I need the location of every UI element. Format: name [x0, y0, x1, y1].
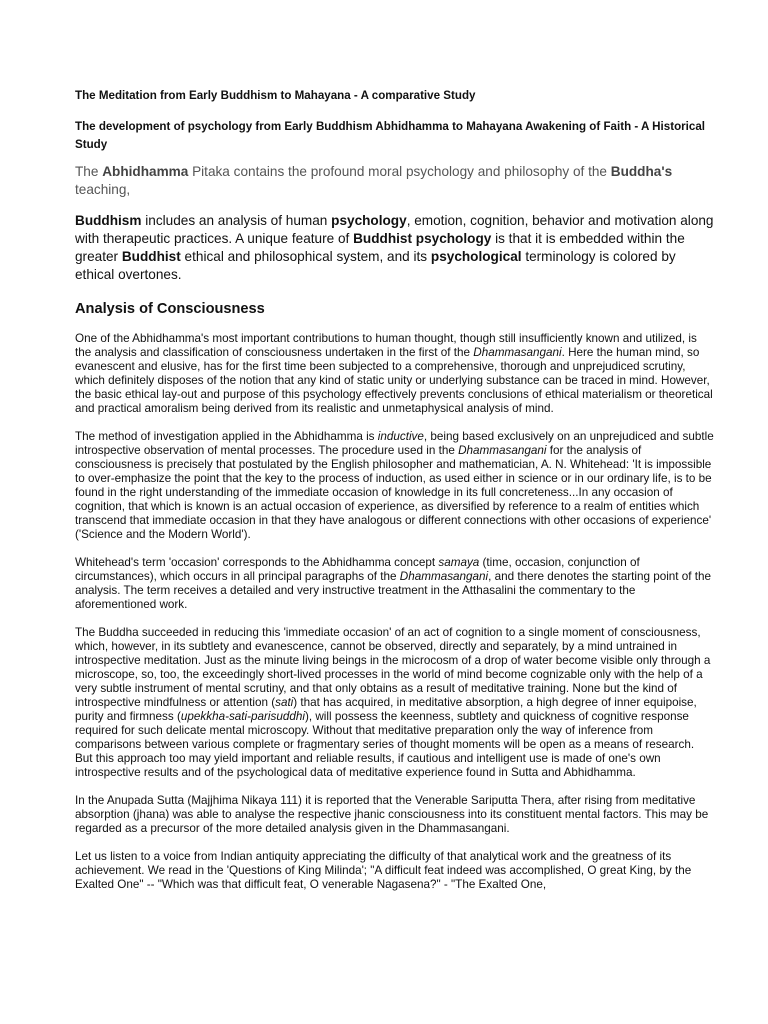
intro-text: The	[75, 164, 103, 179]
lead-paragraph	[75, 212, 714, 284]
paragraph-text: , and there denotes the starting point of the analysis. The term receives a detailed and very instructive treatment in the Atthasalini the commentary to the aforementioned work.	[75, 570, 712, 611]
lead-text: terminology is colored by ethical overtones.	[75, 249, 676, 282]
document-subtitle: The development of psychology from Early Buddhism Abhidhamma to Mahayana Awakening of Faith - A Historical Study	[75, 120, 706, 151]
paragraph-text: ) that has acquired, in meditative absorption, a high degree of inner equipoise, purity and firmness (	[75, 696, 697, 723]
lead-bold-term: psychological	[430, 249, 522, 264]
paragraph-text: The Buddha succeeded in reducing this 'immediate occasion' of an act of cognition to a single moment of consciousness, which, however, in its subtlety and evanescence, cannot be observed, directly and separately, by a mind untrained in introspective meditation. Just as the minute living beings in the microcosm of a drop of water become visible only through a microscope, so, too, the exceedingly short-lived processes in the world of mind become cognizable only with the help of a very subtle instrument of mental scrutiny, and that only obtains as a result of meditative training. None but the kind of introspective mindfulness or attention (	[75, 626, 711, 709]
paragraph-text: ), will possess the keenness, subtlety and quickness of cognitive response required for such delicate mental microscopy. Without that meditative preparation only the way of inference from comparisons between various complete or fragmentary series of thought moments will be open as a means of research. But this approach too may yield important and reliable results, if cautious and intelligent use is made of one's own introspective results and of the psychological data of meditative experience found in Sutta and Abhidhamma.	[75, 710, 695, 779]
lead-text: ethical and philosophical system, and its	[180, 249, 431, 264]
paragraph-text: Whitehead's term 'occasion' corresponds to the Abhidhamma concept	[75, 556, 439, 569]
body-paragraph-3	[75, 556, 714, 612]
body-paragraph-4	[75, 626, 714, 780]
italic-term: Dhammasangani	[458, 444, 547, 457]
lead-text: is that it is embedded within the greater	[75, 231, 685, 264]
lead-bold-term: Buddhist psychology	[353, 231, 492, 246]
intro-text: Pitaka contains the profound moral psychology and philosophy of the	[188, 164, 611, 179]
document-title: The Meditation from Early Buddhism to Mahayana - A comparative Study	[75, 89, 476, 102]
intro-paragraph	[75, 163, 714, 199]
italic-term: sati	[275, 696, 294, 709]
paragraph-text: for the analysis of consciousness is precisely that postulated by the English philosopher and mathematician, A. N. Whitehead: 'It is impossible to over-emphasize the point that the key to the process of induction, as used either in science or in our ordinary life, is to be found in the right understanding of the immediate occasion of knowledge in its full concreteness...In any occasion of cognition, that which is known is an actual occasion of experience, as diversified by reference to a realm of entities which transcend that immediate occasion in that they have analogous or different connections with other occasions of experience' ('Science and the Modern World').	[75, 444, 712, 541]
lead-bold-term: Buddhism	[75, 213, 142, 228]
body-paragraph-2	[75, 430, 714, 542]
italic-term: Dhammasangani	[399, 570, 489, 583]
italic-term: inductive	[377, 430, 424, 443]
section-heading: Analysis of Consciousness	[75, 301, 265, 317]
italic-term: Dhammasangani	[473, 346, 562, 359]
intro-bold-term: Abhidhamma	[102, 164, 189, 179]
italic-term: upekkha-sati-parisuddhi	[180, 710, 305, 723]
italic-term: samaya	[438, 556, 480, 569]
body-paragraph-1	[75, 332, 714, 416]
paragraph-text: . Here the human mind, so evanescent and elusive, has for the first time been subjected to a comprehensive, thorough and unprejudiced scrutiny, which definitely disposes of the notion that any kind of static unity or underlying substance can be traced in mind. However, the basic ethical lay-out and purpose of this psychology effectively prevents conclusions of ethical materialism or theoretical and practical amoralism being derived from its realistic and unmetaphysical analysis of mind.	[75, 346, 713, 415]
paragraph-text: , being based exclusively on an unprejudiced and subtle introspective observation of mental processes. The procedure used in the	[75, 430, 714, 457]
lead-text: , emotion, cognition, behavior and motivation along with therapeutic practices. A unique feature of	[75, 213, 714, 246]
paragraph-text: One of the Abhidhamma's most important contributions to human thought, though still insufficiently known and utilized, is the analysis and classification of consciousness undertaken in the first of the	[75, 332, 697, 359]
body-paragraph-6: Let us listen to a voice from Indian antiquity appreciating the difficulty of that analytical work and the greatness of its achievement. We read in the 'Questions of King Milinda'; "A difficult feat indeed was accomplished, O great King, by the Exalted One" -- "Which was that difficult feat, O venerable Nagasena?" - "The Exalted One,	[75, 850, 692, 891]
paragraph-text: The method of investigation applied in the Abhidhamma is	[75, 430, 378, 443]
body-paragraph-5: In the Anupada Sutta (Majjhima Nikaya 111) it is reported that the Venerable Sariputta Thera, after rising from meditative absorption (jhana) was able to analyse the respective jhanic consciousness into its constituent mental factors. This may be regarded as a precursor of the more detailed analysis given in the Dhammasangani.	[75, 794, 709, 835]
intro-bold-term: Buddha's	[610, 164, 673, 179]
intro-text: teaching,	[75, 182, 131, 197]
paragraph-text: (time, occasion, conjunction of circumstances), which occurs in all principal paragraphs of the	[75, 556, 640, 583]
lead-bold-term: psychology	[331, 213, 407, 228]
lead-bold-term: Buddhist	[121, 249, 181, 264]
lead-text: includes an analysis of human	[141, 213, 332, 228]
